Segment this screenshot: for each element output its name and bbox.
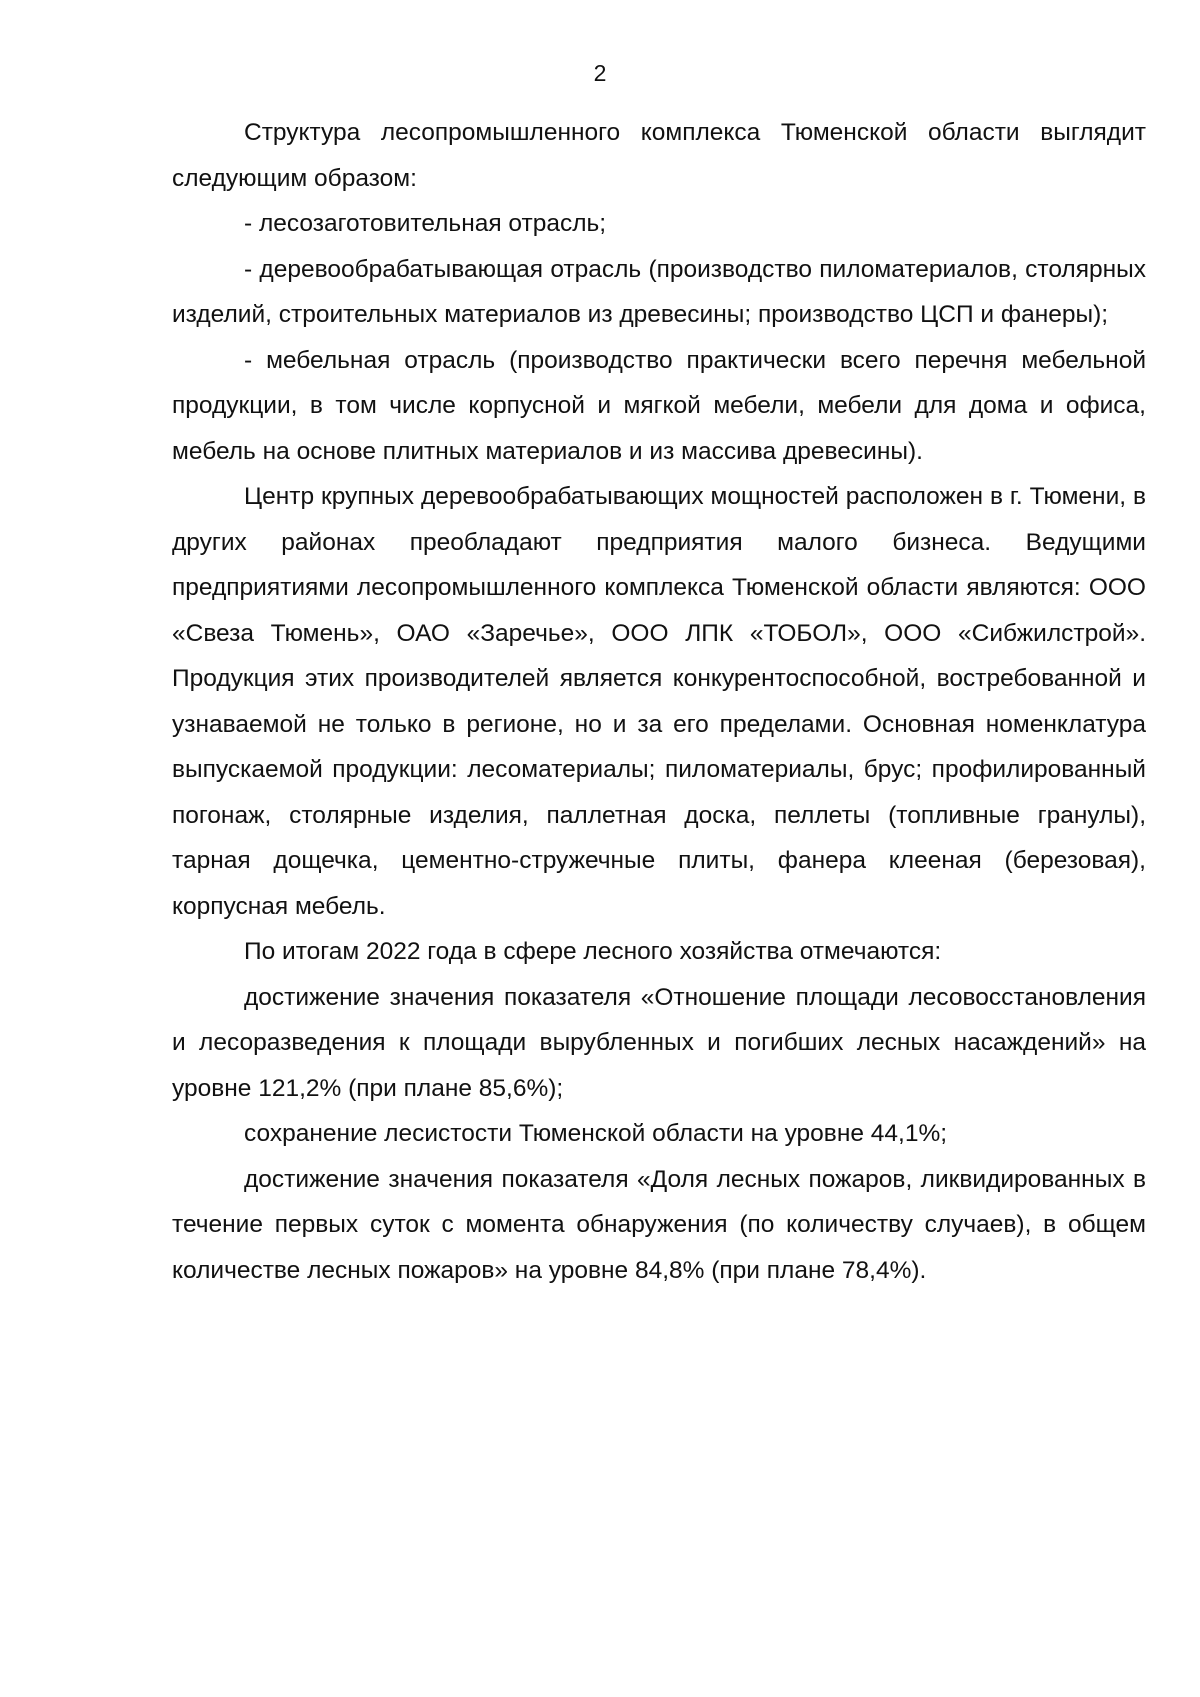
document-body	[172, 110, 1146, 1293]
paragraph-results-intro: По итогам 2022 года в сфере лесного хозяйства отмечаются:	[244, 938, 942, 965]
paragraph-fire-indicator: достижение значения показателя «Доля лесных пожаров, ликвидированных в течение первых суток с момента обнаружения (по количеству случаев), в общем количестве лесных пожаров» на уровне 84,8% (при плане 78,4%).	[172, 1165, 1146, 1284]
paragraph-furniture-industry: - мебельная отрасль (производство практически всего перечня мебельной продукции, в том числе корпусной и мягкой мебели, мебели для дома и офиса, мебель на основе плитных материалов и из массива древесины).	[172, 346, 1146, 465]
paragraph-structure-intro: Структура лесопромышленного комплекса Тюменской области выглядит следующим образом:	[172, 119, 1146, 192]
paragraph-logging-industry: - лесозаготовительная отрасль;	[244, 210, 607, 237]
paragraph-forest-cover: сохранение лесистости Тюменской области на уровне 44,1%;	[244, 1120, 948, 1147]
paragraph-leading-enterprises: Центр крупных деревообрабатывающих мощностей расположен в г. Тюмени, в других районах преобладают предприятия малого бизнеса. Ведущими предприятиями лесопромышленного комплекса Тюменской области являются: ООО «Свеза Тюмень», ОАО «Заречье», ООО ЛПК «ТОБОЛ», ООО «Сибжилстрой». Продукция этих производителей является конкурентоспособной, востребованной и узнаваемой не только в регионе, но и за его пределами. Основная номенклатура выпускаемой продукции: лесоматериалы; пиломатериалы, брус; профилированный погонаж, столярные изделия, паллетная доска, пеллеты (топливные гранулы), тарная дощечка, цементно-стружечные плиты, фанера клееная (березовая), корпусная мебель.	[172, 483, 1146, 920]
paragraph-woodworking-industry: - деревообрабатывающая отрасль (производство пиломатериалов, столярных изделий, строительных материалов из древесины; производство ЦСП и фанеры);	[172, 255, 1146, 328]
paragraph-reforestation-indicator: достижение значения показателя «Отношение площади лесовосстановления и лесоразведения к площади вырубленных и погибших лесных насаждений» на уровне 121,2% (при плане 85,6%);	[172, 983, 1146, 1102]
page-number: 2	[593, 60, 607, 86]
